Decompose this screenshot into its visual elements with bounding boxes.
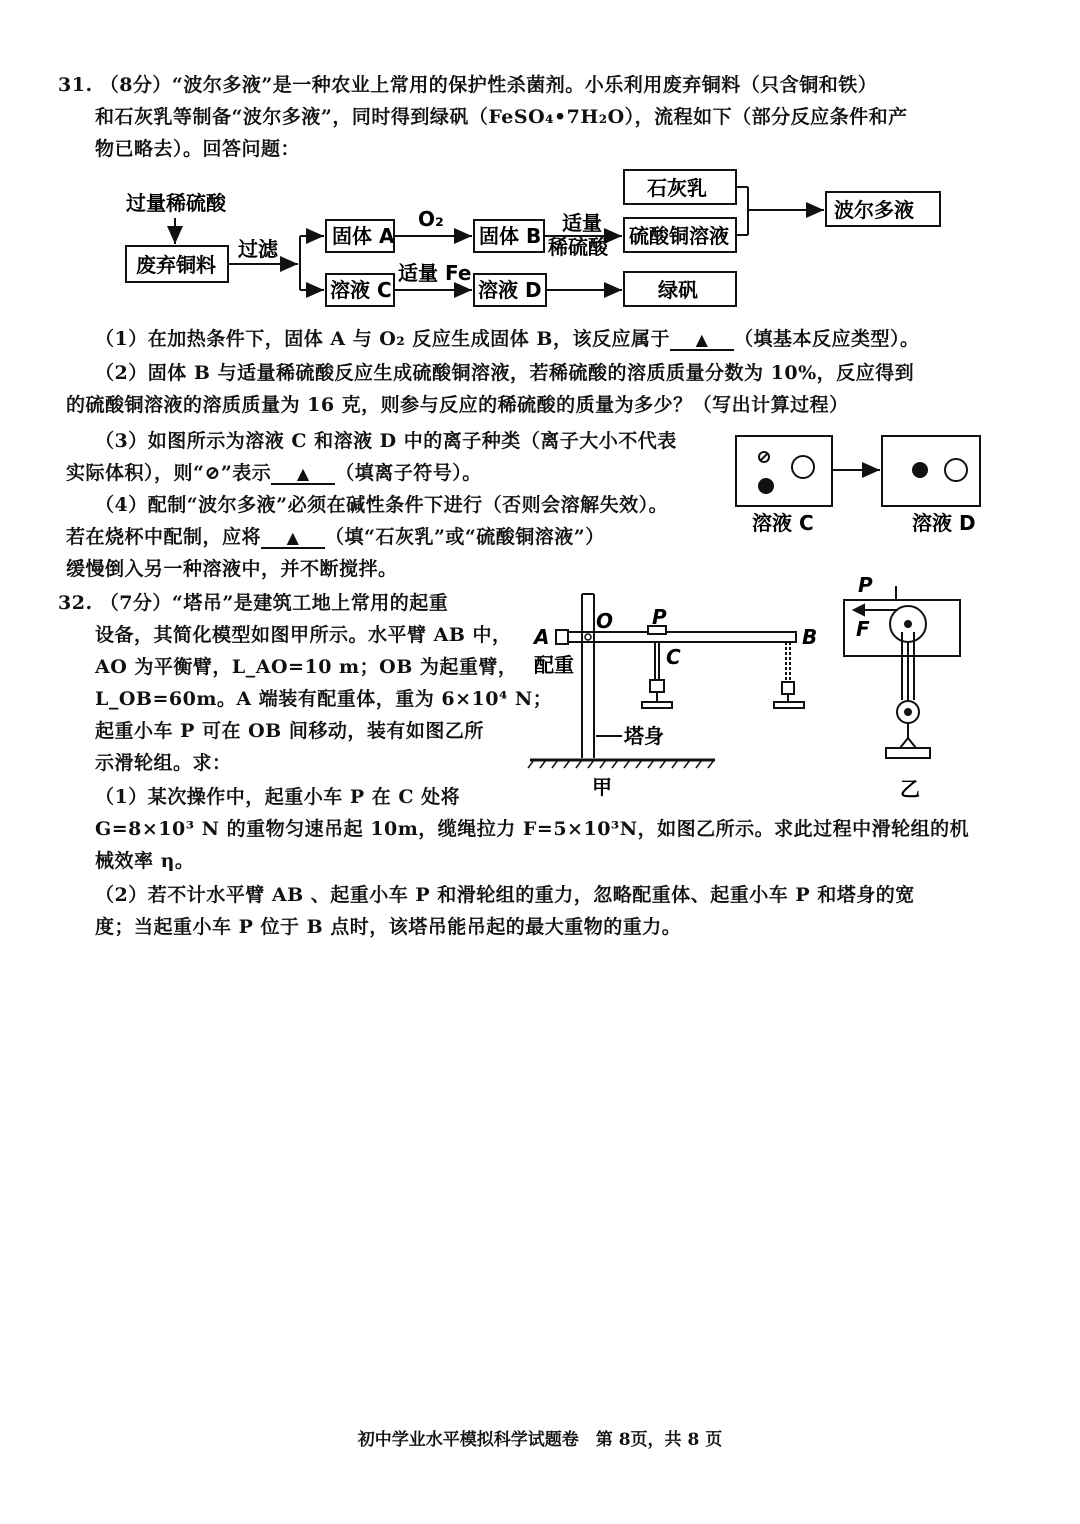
triangle-icon: ▲ (695, 330, 709, 349)
q31-p3-text-3: （填离子符号）。 (335, 462, 482, 484)
q31-line-1 (58, 72, 877, 98)
label-b: B (802, 625, 818, 649)
q32-p1-b: G=8×10³ N 的重物匀速吊起 10m，缆绳拉力 F=5×10³N，如图乙所示。求此过程中滑轮组的机 (95, 818, 970, 840)
label-solid-a: 固体 A (332, 224, 395, 248)
label-p: P (652, 605, 667, 629)
answer-blank-4[interactable] (261, 527, 325, 549)
ion-filled-icon (758, 478, 774, 494)
ion-open-icon (792, 456, 814, 478)
label-yi: 乙 (900, 777, 920, 801)
q32-intro-6: 示滑轮组。求： (95, 752, 232, 774)
q31-p4-b (66, 524, 605, 550)
q31-p4-text-2: （填“石灰乳”或“硫酸铜溶液”） (325, 526, 605, 548)
pulley-figure-yi (838, 572, 978, 812)
q31-p3-text-1: 实际体积），则“ (66, 462, 205, 484)
q31-intro-2: 和石灰乳等制备“波尔多液”，同时得到绿矾（FeSO₄•7H₂O），流程如下（部分反应条件和产 (95, 106, 908, 128)
label-acid-bottom: 稀硫酸 (548, 235, 608, 259)
label-jia: 甲 (592, 775, 612, 799)
q31-p2-b: 的硫酸铜溶液的溶质质量为 16 克，则参与反应的稀硫酸的质量为多少？（写出计算过程） (66, 394, 849, 416)
label-bordeaux: 波尔多液 (834, 198, 914, 222)
pivot-o (585, 634, 591, 640)
answer-blank-1[interactable] (670, 329, 734, 351)
label-fe: 适量 Fe (398, 261, 472, 285)
label-solution-c: 溶液 C (752, 511, 814, 535)
q32-intro-5: 起重小车 P 可在 OB 间移动，装有如图乙所 (95, 720, 484, 742)
label-solution-d: 溶液 D (912, 511, 976, 535)
q31-intro-1: （8分）“波尔多液”是一种农业上常用的保护性杀菌剂。小乐利用废弃铜料（只含铜和铁） (99, 74, 878, 96)
label-f: F (856, 617, 870, 641)
label-solid-b: 固体 B (479, 224, 542, 248)
label-waste: 废弃铜料 (136, 253, 216, 277)
ion-filled-icon (912, 462, 928, 478)
q32-p2-a: （2）若不计水平臂 AB 、起重小车 P 和滑轮组的重力，忽略配重体、起重小车 P 和塔身的宽 (95, 884, 915, 906)
label-tower: 塔身 (624, 724, 664, 748)
page-footer: 初中学业水平模拟科学试题卷 第 8页，共 8 页 (357, 1430, 723, 1450)
q32-p2-b: 度；当起重小车 P 位于 B 点时，该塔吊能吊起的最大重物的重力。 (95, 916, 682, 938)
q32-intro-1: （7分）“塔吊”是建筑工地上常用的起重 (99, 592, 449, 614)
q31-p4-c: 缓慢倒入另一种溶液中，并不断搅拌。 (66, 558, 398, 580)
label-filter: 过滤 (238, 237, 278, 261)
label-acid-top: 适量 (562, 211, 602, 235)
label-sol-c: 溶液 C (330, 278, 392, 302)
ion-diagram (730, 430, 990, 540)
label-a: A (534, 625, 550, 649)
q31-p3-a: （3）如图所示为溶液 C 和溶液 D 中的离子种类（离子大小不代表 (95, 430, 677, 452)
q31-number: 31. (58, 74, 93, 96)
q32-intro-3: AO 为平衡臂，L_AO=10 m；OB 为起重臂， (95, 656, 518, 678)
crane-figure-jia (520, 580, 820, 805)
counterweight-block (556, 630, 568, 644)
q32-intro-4: L_OB=60m。A 端装有配重体，重为 6×10⁴ N； (95, 688, 553, 710)
load-weight (886, 748, 930, 758)
flow-chart (110, 160, 960, 320)
label-p2: P (858, 573, 873, 597)
q31-p3-b (66, 460, 482, 486)
q32-p1-a: （1）某次操作中，起重小车 P 在 C 处将 (95, 786, 461, 808)
q32-line-1 (58, 590, 448, 616)
label-c: C (666, 645, 681, 669)
q31-p1-text-b: （填基本反应类型）。 (733, 328, 920, 350)
solution-d-box (882, 436, 980, 506)
answer-blank-3[interactable] (271, 463, 335, 485)
label-lime: 石灰乳 (647, 176, 707, 200)
load-c (642, 702, 672, 708)
arm-ab (556, 632, 796, 642)
q31-p4-text-1: 若在烧杯中配制，应将 (66, 526, 262, 548)
q31-p3-text-2: ”表示 (220, 462, 272, 484)
label-o2: O₂ (418, 207, 444, 231)
label-vitriol: 绿矾 (658, 278, 698, 302)
q32-p1-c: 械效率 η。 (95, 850, 195, 872)
label-counterweight: 配重 (534, 653, 574, 677)
hook-c (650, 680, 664, 692)
label-o: O (596, 609, 614, 633)
triangle-icon: ▲ (286, 528, 300, 547)
label-sol-d: 溶液 D (478, 278, 542, 302)
q31-intro-3: 物已略去）。回答问题： (95, 138, 301, 160)
q32-number: 32. (58, 592, 93, 614)
q32-intro-2: 设备，其简化模型如图甲所示。水平臂 AB 中， (95, 624, 512, 646)
q31-p2-a: （2）固体 B 与适量稀硫酸反应生成硫酸铜溶液，若稀硫酸的溶质质量分数为 10%，反应得到 (95, 362, 915, 384)
ion-symbol-icon: ⊘ (204, 462, 221, 484)
solution-c-box (736, 436, 832, 506)
q31-p1-text-a: （1）在加热条件下，固体 A 与 O₂ 反应生成固体 B，该反应属于 (95, 328, 670, 350)
q31-p1 (95, 326, 919, 352)
q31-p4-a: （4）配制“波尔多液”必须在碱性条件下进行（否则会溶解失效）。 (95, 494, 669, 516)
ion-open-icon (945, 459, 967, 481)
label-add-acid: 过量稀硫酸 (126, 191, 226, 215)
load-b (774, 702, 804, 708)
triangle-icon: ▲ (296, 464, 310, 483)
hook-b (782, 682, 794, 694)
label-cuso4: 硫酸铜溶液 (629, 224, 729, 248)
